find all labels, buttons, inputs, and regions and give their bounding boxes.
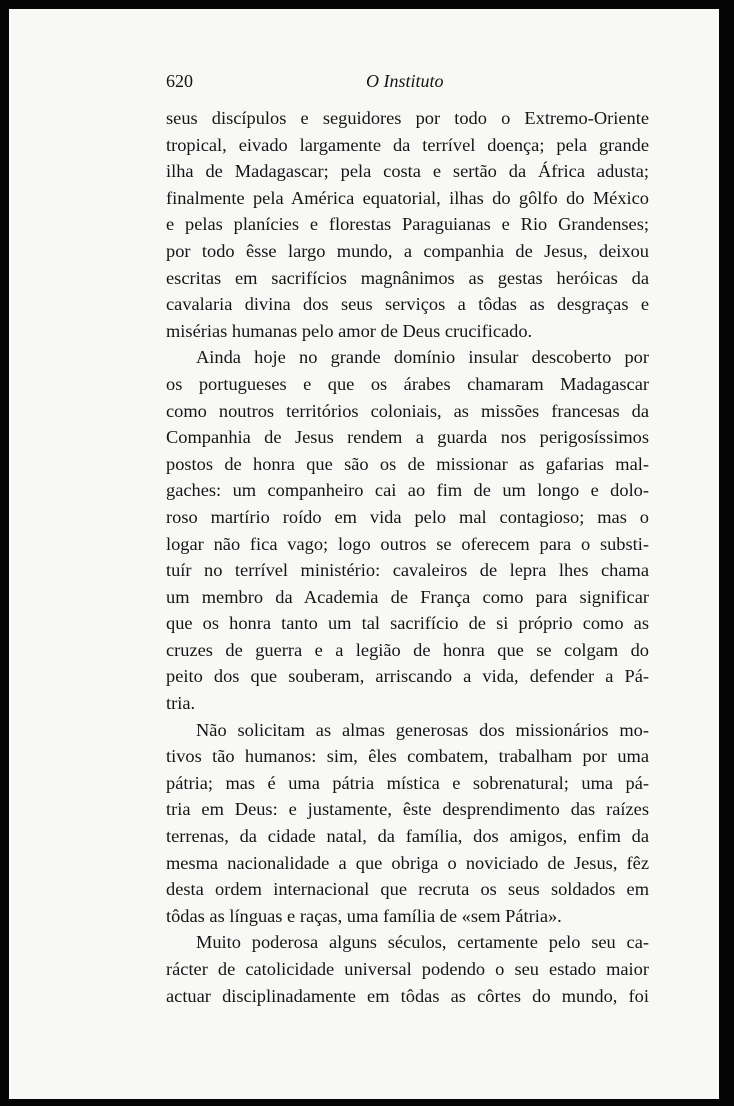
text-line: logar não fica vago; logo outros se oferecem para o substi- (166, 533, 649, 554)
page-number: 620 (166, 71, 193, 91)
text-line: gaches: um companheiro cai ao fim de um longo e dolo- (166, 480, 649, 501)
text-line: tria em Deus: e justamente, êste desprendimento das raízes (166, 799, 649, 820)
text-line: Muito poderosa alguns séculos, certamente pelo seu ca- (196, 932, 649, 953)
book-page (9, 9, 719, 1099)
text-line: tria. (166, 693, 196, 714)
text-line: por todo êsse largo mundo, a companhia de Jesus, deixou (166, 240, 649, 261)
running-title: O Instituto (366, 71, 444, 91)
text-line: os portugueses e que os árabes chamaram Madagascar (166, 373, 649, 394)
text-line: ilha de Madagascar; pela costa e sertão da África adusta; (166, 161, 649, 182)
text-line: tivos tão humanos: sim, êles combatem, trabalham por uma (166, 746, 649, 767)
text-line: terrenas, da cidade natal, da família, dos amigos, enfim da (166, 826, 649, 847)
page-header (166, 71, 649, 101)
text-line: peito dos que souberam, arriscando a vida, defender a Pá- (166, 666, 649, 687)
body-text (166, 105, 649, 1009)
text-line: que os honra tanto um tal sacrifício de si próprio como as (166, 613, 649, 634)
text-line: postos de honra que são os de missionar as gafarias mal- (166, 453, 649, 474)
text-line: como noutros territórios coloniais, as missões francesas da (166, 400, 649, 421)
text-line: e pelas planícies e florestas Paraguianas e Rio Grandenses; (166, 214, 649, 235)
text-line: finalmente pela América equatorial, ilhas do gôlfo do México (166, 187, 649, 208)
text-line: tuír no terrível ministério: cavaleiros de lepra lhes chama (166, 560, 649, 581)
text-line: tropical, eivado largamente da terrível doença; pela grande (166, 134, 649, 155)
text-line: seus discípulos e seguidores por todo o Extremo-Oriente (166, 108, 649, 128)
text-line: rácter de catolicidade universal podendo o seu estado maior (166, 959, 649, 979)
text-line: misérias humanas pelo amor de Deus crucificado. (166, 320, 533, 341)
text-line: um membro da Academia de França como para significar (166, 586, 649, 607)
text-line: Companhia de Jesus rendem a guarda nos perigosíssimos (166, 427, 649, 448)
text-line: pátria; mas é uma pátria mística e sobrenatural; uma pá- (166, 772, 649, 793)
text-line: escritas em sacrifícios magnânimos as gestas heróicas da (166, 267, 649, 288)
text-line: cavalaria divina dos seus serviços a tôdas as desgraças e (166, 294, 649, 315)
text-line: cruzes de guerra e a legião de honra que se colgam do (166, 639, 649, 660)
text-line: Não solicitam as almas generosas dos missionários mo- (196, 719, 649, 740)
text-line: Ainda hoje no grande domínio insular descoberto por (196, 347, 649, 368)
text-line: desta ordem internacional que recruta os seus soldados em (166, 879, 649, 900)
text-line: mesma nacionalidade a que obriga o noviciado de Jesus, fêz (166, 852, 649, 873)
text-line: roso martírio roído em vida pelo mal contagioso; mas o (166, 506, 649, 527)
text-line: tôdas as línguas e raças, uma família de «sem Pátria». (166, 905, 562, 926)
text-line: actuar disciplinadamente em tôdas as côrtes do mundo, foi (166, 985, 649, 1006)
